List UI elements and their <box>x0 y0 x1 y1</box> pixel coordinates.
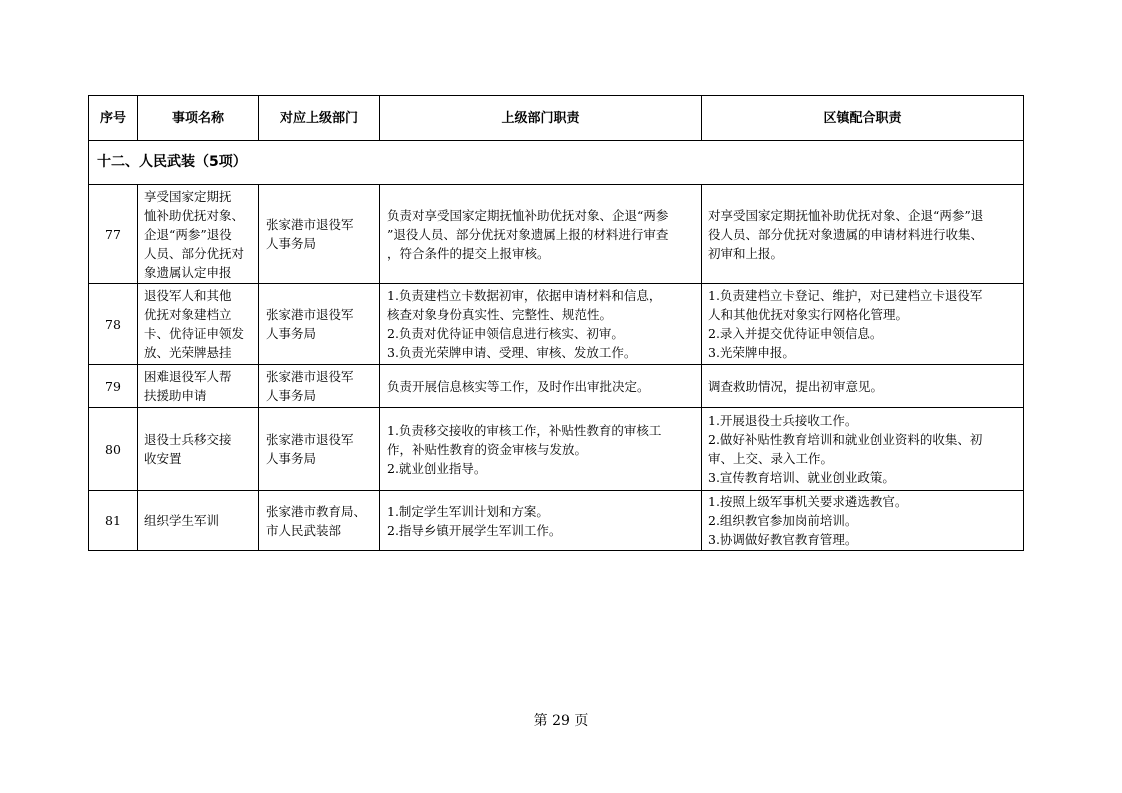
text-line: 对享受国家定期抚恤补助优抚对象、企退“两参”退 <box>708 207 984 223</box>
text-line: 2.组织教官参加岗前培训。 <box>708 513 858 528</box>
header-upper-duty: 上级部门职责 <box>380 96 702 141</box>
section-heading <box>89 141 1024 185</box>
text-line: 1.负责建档立卡数据初审，依据申请材料和信息， <box>387 288 662 303</box>
text-line: 3.协调做好教官教育管理。 <box>708 532 858 547</box>
table-row <box>89 365 1024 408</box>
row-dept <box>259 365 380 408</box>
row-dept <box>259 491 380 551</box>
row-name <box>138 365 259 408</box>
text-line: 人和其他优抚对象实行网格化管理。 <box>708 307 909 322</box>
text-line: 1.制定学生军训计划和方案。 <box>387 503 549 519</box>
row-town-duty <box>702 365 1024 408</box>
row-upper-duty <box>380 284 702 365</box>
header-town-duty: 区镇配合职责 <box>702 96 1024 141</box>
text-line: 放、光荣牌悬挂 <box>144 345 232 360</box>
table-row <box>89 491 1024 551</box>
text-line: 核查对象身份真实性、完整性、规范性。 <box>387 307 613 322</box>
text-line: 审、上交、录入工作。 <box>708 451 834 466</box>
text-line: 作，补贴性教育的资金审核与发放。 <box>387 441 588 457</box>
text-line: 张家港市退役军 <box>266 432 354 447</box>
row-upper-duty <box>380 408 702 491</box>
text-line: 卡、优待证申领发 <box>144 326 245 341</box>
text-line: 1.开展退役士兵接收工作。 <box>708 413 858 428</box>
text-line: 人员、部分优抚对 <box>144 245 245 261</box>
text-line: 退役军人和其他 <box>144 288 232 303</box>
text-line: 2.录入并提交优待证申领信息。 <box>708 326 883 341</box>
text-line: 人事务局 <box>266 388 317 403</box>
text-line: 张家港市退役军 <box>266 307 354 322</box>
row-town-duty <box>702 408 1024 491</box>
text-line: 役人员、部分优抚对象遗属的申请材料进行收集、 <box>708 226 984 242</box>
text-line: 收安置 <box>144 451 182 466</box>
table-row <box>89 185 1024 284</box>
row-name <box>138 284 259 365</box>
row-seq: 81 <box>89 491 138 551</box>
text-line: 3.宣传教育培训、就业创业政策。 <box>708 470 895 485</box>
table-header-row <box>89 96 1024 141</box>
duty-table <box>88 95 1024 551</box>
header-seq: 序号 <box>89 96 138 141</box>
row-seq: 79 <box>89 365 138 408</box>
header-dept: 对应上级部门 <box>259 96 380 141</box>
text-line: 人事务局 <box>266 451 317 466</box>
text-line: 1.负责建档立卡登记、维护，对已建档立卡退役军 <box>708 288 983 303</box>
text-line: 初审和上报。 <box>708 245 784 261</box>
text-line: 组织学生军训 <box>144 513 220 528</box>
row-dept <box>259 284 380 365</box>
text-line: 负责对享受国家定期抚恤补助优抚对象、企退“两参 <box>387 207 669 223</box>
text-line: 象遗属认定申报 <box>144 264 232 280</box>
row-seq: 80 <box>89 408 138 491</box>
row-name <box>138 185 259 284</box>
text-line: 人事务局 <box>266 326 317 341</box>
text-line: 负责开展信息核实等工作，及时作出审批决定。 <box>387 378 650 394</box>
row-dept <box>259 408 380 491</box>
row-seq: 77 <box>89 185 138 284</box>
page-number: 第 29 页 <box>533 713 589 729</box>
text-line: ”退役人员、部分优抚对象遗属上报的材料进行审查 <box>387 226 669 242</box>
row-town-duty <box>702 284 1024 365</box>
text-line: 调查救助情况，提出初审意见。 <box>708 378 884 394</box>
text-line: ，符合条件的提交上报审核。 <box>387 245 550 261</box>
text-line: 困难退役军人帮 <box>144 369 232 384</box>
text-line: 3.光荣牌申报。 <box>708 345 795 360</box>
text-line: 恤补助优抚对象、 <box>144 207 245 223</box>
text-line: 企退“两参”退役 <box>144 226 232 242</box>
text-line: 2.做好补贴性教育培训和就业创业资料的收集、初 <box>708 432 983 447</box>
text-line: 扶援助申请 <box>144 388 207 403</box>
text-line: 3.负责光荣牌申请、受理、审核、发放工作。 <box>387 345 637 360</box>
text-line: 张家港市教育局、 <box>266 503 367 519</box>
text-line: 2.就业创业指导。 <box>387 460 487 476</box>
text-line: 1.按照上级军事机关要求遴选教官。 <box>708 494 908 509</box>
text-line: 2.负责对优待证申领信息进行核实、初审。 <box>387 326 624 341</box>
text-line: 张家港市退役军 <box>266 369 354 384</box>
table-row <box>89 408 1024 491</box>
row-upper-duty <box>380 185 702 284</box>
row-upper-duty <box>380 491 702 551</box>
text-line: 张家港市退役军 <box>266 217 354 232</box>
section-title: 十二、人民武装 <box>97 154 195 170</box>
section-row <box>89 141 1024 185</box>
row-name <box>138 408 259 491</box>
text-line: 2.指导乡镇开展学生军训工作。 <box>387 522 562 538</box>
row-name <box>138 491 259 551</box>
text-line: 享受国家定期抚 <box>144 188 232 204</box>
row-upper-duty <box>380 365 702 408</box>
table-row <box>89 284 1024 365</box>
text-line: 1.负责移交接收的审核工作，补贴性教育的审核工 <box>387 422 662 438</box>
text-line: 优抚对象建档立 <box>144 307 232 322</box>
text-line: 退役士兵移交接 <box>144 432 232 447</box>
row-town-duty <box>702 491 1024 551</box>
text-line: 人事务局 <box>266 236 317 251</box>
text-line: 市人民武装部 <box>266 522 342 538</box>
row-dept <box>259 185 380 284</box>
row-town-duty <box>702 185 1024 284</box>
header-name: 事项名称 <box>138 96 259 141</box>
row-seq: 78 <box>89 284 138 365</box>
section-count: （5项） <box>195 154 247 170</box>
